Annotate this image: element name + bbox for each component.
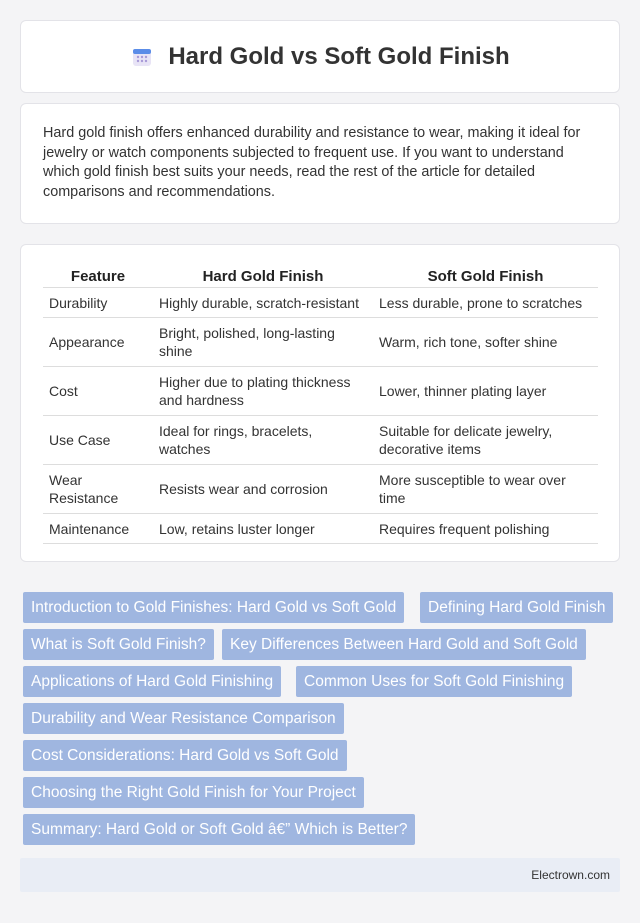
link-key-differences[interactable]: Key Differences Between Hard Gold and Soft Gold [222, 629, 586, 660]
calendar-icon [130, 45, 154, 69]
table-row [43, 288, 598, 318]
table-cell: Bright, polished, long-lasting shine [153, 318, 373, 367]
table-cell: Use Case [43, 416, 153, 465]
column-header: Soft Gold Finish [373, 265, 598, 288]
intro-text: Hard gold finish offers enhanced durability and resistance to wear, making it ideal for jewelry or watch components subjected to frequent use. If you want to understand which gold finish best suits your needs, read the rest of the article for detailed comparisons and recommendations. [43, 125, 581, 200]
table-cell: Resists wear and corrosion [153, 465, 373, 514]
page-title: Hard Gold vs Soft Gold Finish [168, 42, 510, 70]
table-row [43, 416, 598, 465]
link-defining-hard-gold[interactable]: Defining Hard Gold Finish [420, 592, 613, 623]
table-cell: Lower, thinner plating layer [373, 367, 598, 416]
table-row [43, 514, 598, 544]
link-what-is-soft-gold[interactable]: What is Soft Gold Finish? [23, 629, 214, 660]
link-durability-comparison[interactable]: Durability and Wear Resistance Comparison [23, 703, 344, 734]
comparison-table [43, 265, 598, 544]
link-choosing-finish[interactable]: Choosing the Right Gold Finish for Your Project [23, 777, 364, 808]
table-cell: Appearance [43, 318, 153, 367]
intro-card [20, 103, 620, 224]
table-cell: Wear Resistance [43, 465, 153, 514]
column-header: Hard Gold Finish [153, 265, 373, 288]
link-uses-soft-gold[interactable]: Common Uses for Soft Gold Finishing [296, 666, 572, 697]
table-cell: Less durable, prone to scratches [373, 288, 598, 318]
link-applications-hard-gold[interactable]: Applications of Hard Gold Finishing [23, 666, 281, 697]
header-card [20, 20, 620, 93]
table-cell: More susceptible to wear over time [373, 465, 598, 514]
link-intro-gold-finishes[interactable]: Introduction to Gold Finishes: Hard Gold vs Soft Gold [23, 592, 404, 623]
table-row [43, 465, 598, 514]
table-cell: Durability [43, 288, 153, 318]
table-cell: Maintenance [43, 514, 153, 544]
table-row [43, 367, 598, 416]
comparison-table-card [20, 244, 620, 562]
footer-brand: Electrown.com [531, 868, 610, 882]
link-summary[interactable]: Summary: Hard Gold or Soft Gold â€” Which is Better? [23, 814, 415, 845]
link-cost-considerations[interactable]: Cost Considerations: Hard Gold vs Soft Gold [23, 740, 347, 771]
table-cell: Low, retains luster longer [153, 514, 373, 544]
table-header-row [43, 265, 598, 288]
table-cell: Requires frequent polishing [373, 514, 598, 544]
column-header: Feature [43, 265, 153, 288]
footer [20, 858, 620, 892]
table-cell: Warm, rich tone, softer shine [373, 318, 598, 367]
table-cell: Higher due to plating thickness and hardness [153, 367, 373, 416]
table-cell: Suitable for delicate jewelry, decorative items [373, 416, 598, 465]
table-cell: Ideal for rings, bracelets, watches [153, 416, 373, 465]
table-cell: Highly durable, scratch-resistant [153, 288, 373, 318]
table-cell: Cost [43, 367, 153, 416]
table-row [43, 318, 598, 367]
